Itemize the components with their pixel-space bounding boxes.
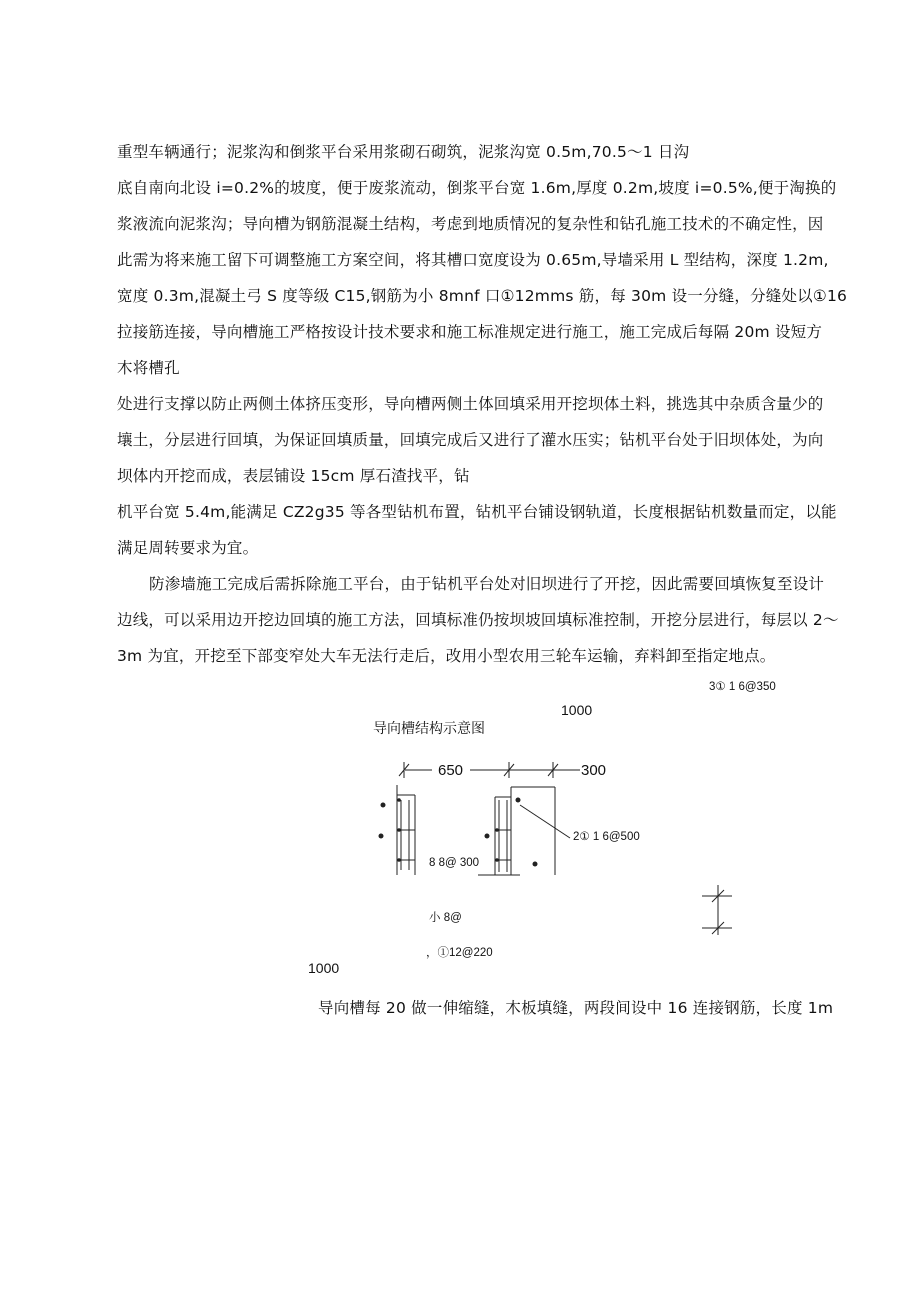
- rebar-dot: [533, 862, 538, 867]
- rebar-dot: [381, 803, 386, 808]
- paragraph-line: 底自南向北设 i=0.2%的坡度，便于废浆流动，倒浆平台宽 1.6m,厚度 0.2m,坡度 i=0.5%,便于淘换的: [117, 179, 837, 197]
- paragraph-line: 机平台宽 5.4m,能满足 CZ2g35 等各型钻机布置，钻机平台铺设钢轨道，长度根据钻机数量而定，以能: [117, 503, 837, 521]
- label-bottom-small: 小 8@: [429, 912, 462, 924]
- leader-line: [520, 805, 570, 838]
- paragraph-line: 拉接筋连接，导向槽施工严格按设计技术要求和施工标准规定进行施工，施工完成后每隔 20m 设短方: [117, 323, 823, 341]
- label-width-top: 1000: [561, 702, 593, 718]
- paragraph-line: 木将槽孔: [117, 359, 180, 377]
- paragraph-line: 坝体内开挖而成，表层铺设 15cm 厚石渣找平，钻: [117, 467, 470, 485]
- label-top-rebar: 3① 1 6@350: [709, 681, 776, 693]
- paragraph-line: 处进行支撑以防止两侧土体挤压变形，导向槽两侧土体回填采用开挖坝体土料，挑选其中杂质含量少的: [117, 395, 824, 413]
- paragraph-line: 壤土，分层进行回填，为保证回填质量，回填完成后又进行了灌水压实；钻机平台处于旧坝体处，为向: [117, 431, 824, 449]
- paragraph-line: 浆液流向泥浆沟；导向槽为钢筋混凝土结构，考虑到地质情况的复杂性和钻孔施工技术的不确定性，因: [117, 215, 824, 233]
- diagram-title: 导向槽结构示意图: [373, 721, 485, 737]
- paragraph-line: 3m 为宜，开挖至下部变窄处大车无法行走后，改用小型农用三轮车运输，弃料卸至指定地点。: [117, 647, 776, 665]
- rebar-dot: [495, 828, 499, 832]
- rebar-dot: [397, 858, 401, 862]
- paragraph-line: 满足周转要求为宜。: [117, 539, 259, 557]
- label-dim-300: 300: [581, 762, 607, 779]
- paragraph-line: 边线，可以采用边开挖边回填的施工方法，回填标准仍按坝坡回填标准控制，开挖分层进行，每层以 2～: [117, 611, 839, 629]
- rebar-dot: [379, 834, 384, 839]
- rebar-dot: [495, 858, 499, 862]
- label-bottom-rebar: ，①12@220: [426, 947, 493, 959]
- label-side-rebar: 2① 1 6@500: [573, 831, 640, 843]
- label-stirrup: 8 8@ 300: [429, 857, 480, 869]
- paragraph-line: 宽度 0.3m,混凝土弓 S 度等级 C15,钢筋为小 8mnf 口①12mms 筋，每 30m 设一分缝，分缝处以①16: [117, 287, 848, 305]
- label-dim-650: 650: [438, 762, 464, 779]
- rebar-dot: [397, 828, 401, 832]
- paragraph-line: 防渗墙施工完成后需拆除施工平台，由于钻机平台处对旧坝进行了开挖，因此需要回填恢复至设计: [149, 575, 825, 593]
- rebar-dot: [397, 798, 401, 802]
- paragraph-line: 重型车辆通行；泥浆沟和倒浆平台采用浆砌石砌筑，泥浆沟宽 0.5m,70.5～1 日沟: [117, 143, 690, 161]
- label-width-bottom: 1000: [308, 960, 340, 976]
- paragraph-line: 此需为将来施工留下可调整施工方案空间，将其槽口宽度设为 0.65m,导墙采用 L 型结构，深度 1.2m,: [117, 251, 829, 269]
- footer-line: 导向槽每 20 做一伸缩缝，木板填缝，两段间设中 16 连接钢筋，长度 1m: [318, 999, 834, 1017]
- rebar-dot: [485, 834, 490, 839]
- rebar-dot: [516, 798, 521, 803]
